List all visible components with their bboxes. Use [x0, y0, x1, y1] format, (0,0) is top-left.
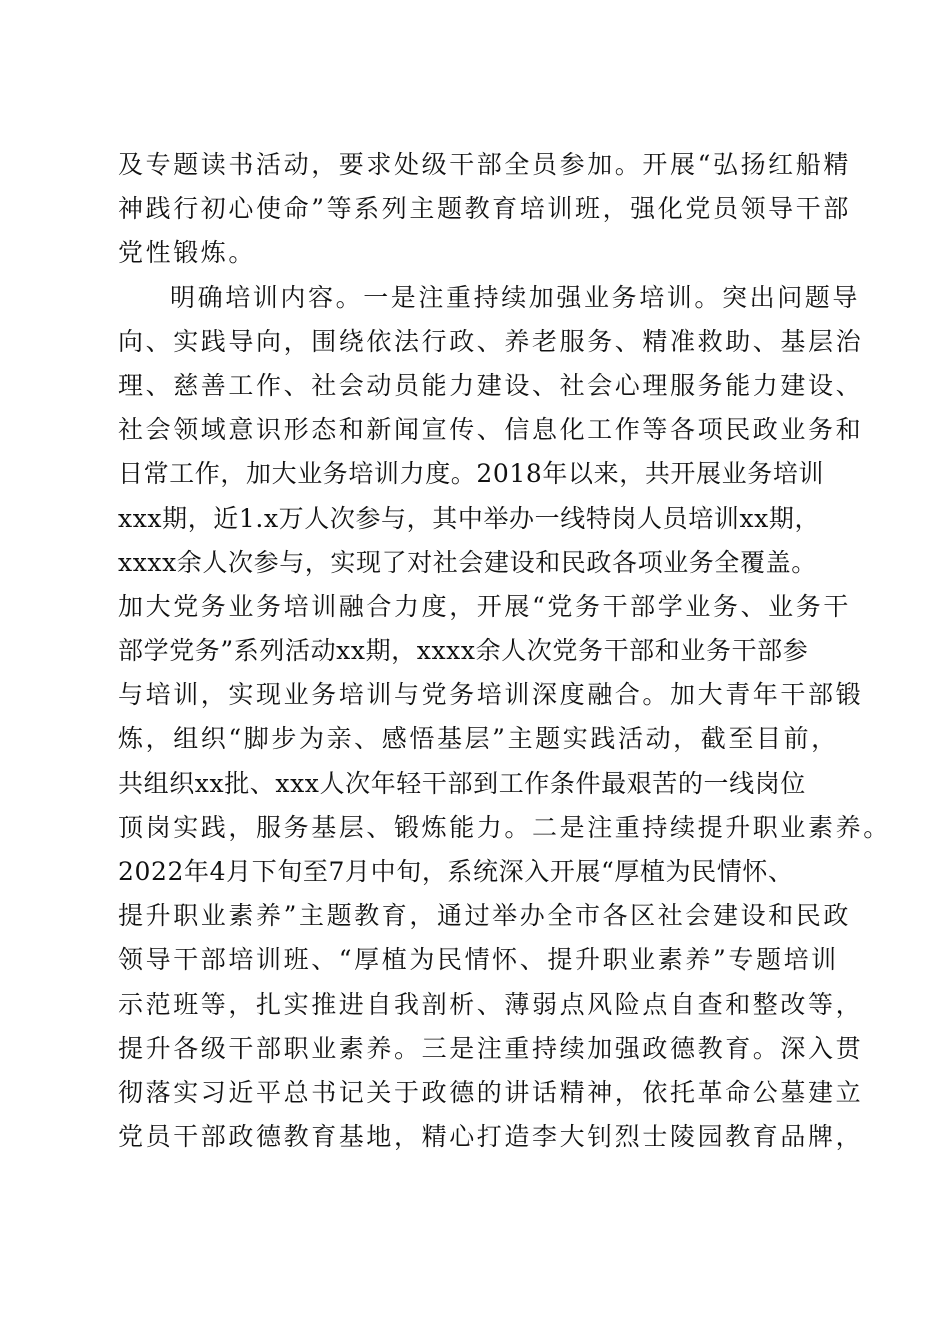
text-line: 彻落实习近平总书记关于政德的讲话精神，依托革命公墓建立	[118, 1077, 864, 1107]
text-line: 示范班等，扎实推进自我剖析、薄弱点风险点自查和整改等，	[118, 989, 864, 1019]
paragraph-start-line: 明确培训内容。一是注重持续加强业务培训。突出问题导	[170, 282, 861, 312]
text-line: 及专题读书活动，要求处级干部全员参加。开展“弘扬红船精	[118, 150, 851, 179]
text-line: 提升各级干部职业素养。三是注重持续加强政德教育。深入贯	[118, 1033, 864, 1063]
text-line: 党员干部政德教育基地，精心打造李大钊烈士陵园教育品牌，	[118, 1122, 864, 1152]
text-line: 加大党务业务培训融合力度，开展“党务干部学业务、业务干	[118, 591, 851, 621]
text-line: xxx期，近1.x万人次参与，其中举办一线特岗人员培训xx期，	[118, 503, 821, 533]
document-body	[118, 143, 891, 1159]
text-line: 党性锻炼。	[118, 238, 257, 268]
text-line: 提升职业素养”主题教育，通过举办全市各区社会建设和民政	[118, 901, 851, 931]
text-line: 神践行初心使命”等系列主题教育培训班，强化党员领导干部	[118, 194, 851, 224]
text-line: 顶岗实践，服务基层、锻炼能力。二是注重持续提升职业素养。	[118, 812, 891, 842]
text-line: 2022年4月下旬至7月中旬，系统深入开展“厚植为民情怀、	[118, 857, 794, 886]
text-line: xxxx余人次参与，实现了对社会建设和民政各项业务全覆盖。	[118, 547, 817, 577]
text-line: 社会领域意识形态和新闻宣传、信息化工作等各项民政业务和	[118, 415, 864, 445]
text-line: 部学党务”系列活动xx期，xxxx余人次党务干部和业务干部参	[118, 636, 809, 666]
text-line: 向、实践导向，围绕依法行政、养老服务、精准救助、基层治	[118, 326, 864, 356]
text-line: 炼，组织“脚步为亲、感悟基层”主题实践活动，截至目前，	[118, 724, 839, 754]
text-line: 与培训，实现业务培训与党务培训深度融合。加大青年干部锻	[118, 680, 864, 710]
text-line: 共组织xx批、xxx人次年轻干部到工作条件最艰苦的一线岗位	[118, 768, 806, 798]
text-line: 日常工作，加大业务培训力度。2018年以来，共开展业务培训	[118, 459, 825, 489]
text-line: 领导干部培训班、“厚植为民情怀、提升职业素养”专题培训	[118, 945, 839, 975]
text-line: 理、慈善工作、社会动员能力建设、社会心理服务能力建设、	[118, 370, 864, 400]
